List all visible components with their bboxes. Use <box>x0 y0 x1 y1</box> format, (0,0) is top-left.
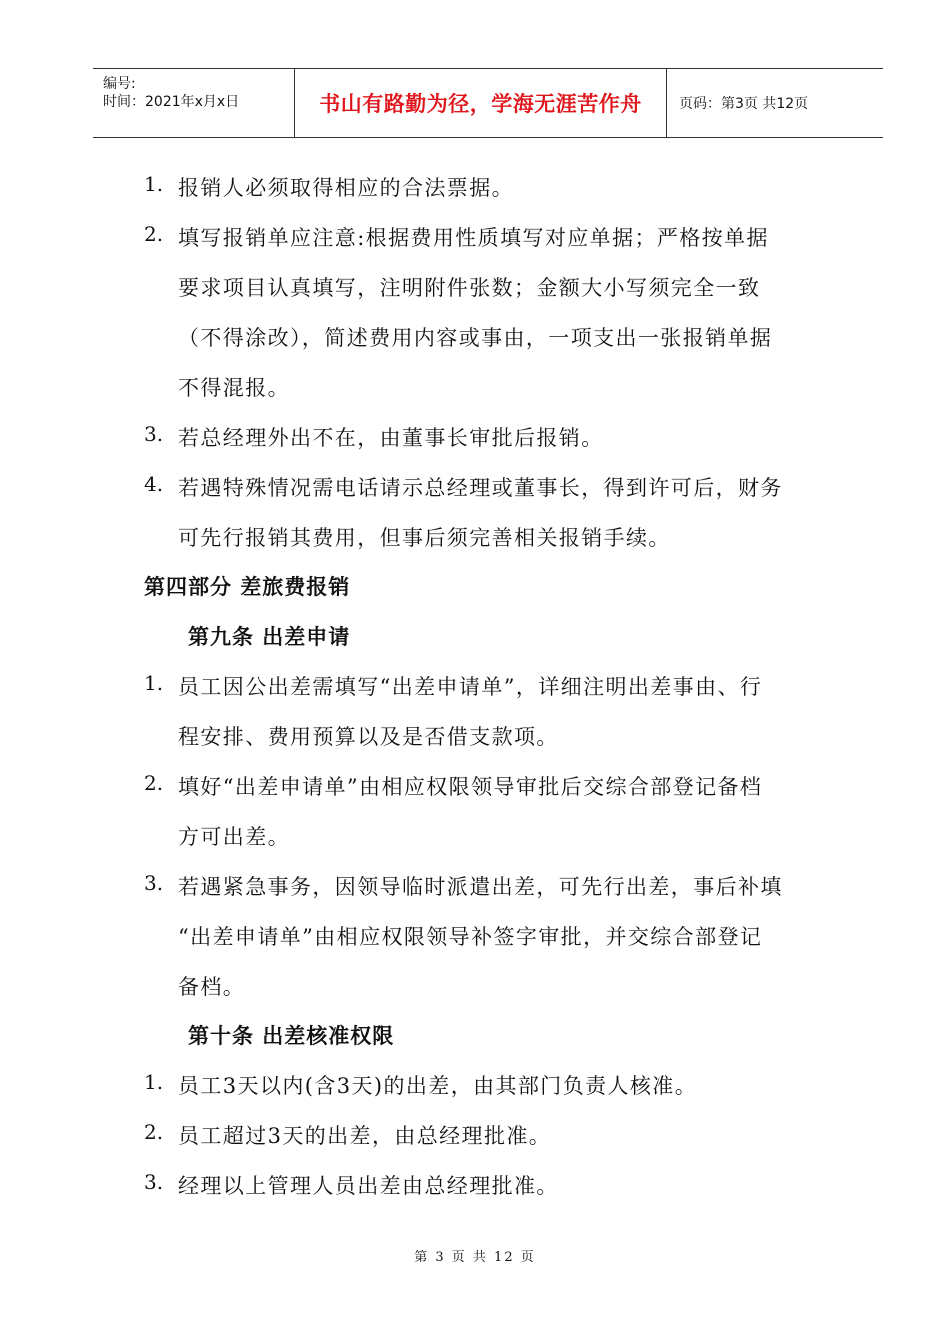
list-item-text: 员工因公出差需填写“出差申请单”，详细注明出差事由、行 <box>178 675 763 699</box>
list-item-number: 2. <box>144 222 164 246</box>
list-item-text: 填好“出差申请单”由相应权限领导审批后交综合部登记备档 <box>178 775 763 799</box>
page-header <box>93 68 883 138</box>
part-heading: 第四部分 差旅费报销 <box>144 575 351 599</box>
header-page-label: 页码：第3页 共12页 <box>679 96 809 112</box>
list-item-text: 若遇紧急事务，因领导临时派遣出差，可先行出差，事后补填 <box>178 875 783 899</box>
page-footer: 第 3 页 共 12 页 <box>414 1250 536 1265</box>
list-item-text: 不得混报。 <box>178 376 290 400</box>
list-item-number: 3. <box>144 1170 164 1194</box>
list-item-number: 4. <box>144 472 164 496</box>
list-item-text: 可先行报销其费用，但事后须完善相关报销手续。 <box>178 526 671 550</box>
list-item-text: 员工超过3天的出差，由总经理批准。 <box>178 1124 552 1148</box>
list-item-text: 填写报销单应注意:根据费用性质填写对应单据；严格按单据 <box>178 226 769 250</box>
list-item-text: 若总经理外出不在，由董事长审批后报销。 <box>178 426 604 450</box>
list-item-text: 员工3天以内(含3天)的出差，由其部门负责人核准。 <box>178 1074 698 1098</box>
article-10-title: 第十条 出差核准权限 <box>188 1024 395 1048</box>
list-item-text: 要求项目认真填写，注明附件张数；金额大小写须完全一致 <box>178 276 761 300</box>
list-item-number: 2. <box>144 1120 164 1144</box>
list-item-number: 1. <box>144 172 164 196</box>
list-item-text: 备档。 <box>178 975 246 999</box>
header-page-cell <box>667 69 883 137</box>
list-item-number: 1. <box>144 1070 164 1094</box>
list-item-text: （不得涂改），简述费用内容或事由，一项支出一张报销单据 <box>178 326 773 350</box>
list-item-number: 1. <box>144 671 164 695</box>
document-time-label: 时间：2021年x月x日 <box>103 94 240 110</box>
list-item-number: 3. <box>144 871 164 895</box>
list-item-text: 经理以上管理人员出差由总经理批准。 <box>178 1174 559 1198</box>
list-item-text: 程安排、费用预算以及是否借支款项。 <box>178 725 559 749</box>
list-item-text: 报销人必须取得相应的合法票据。 <box>178 176 514 200</box>
header-motto: 书山有路勤为径，学海无涯苦作舟 <box>319 92 642 116</box>
list-item-text: “出差申请单”由相应权限领导补签字审批，并交综合部登记 <box>178 925 763 949</box>
header-meta <box>93 69 295 137</box>
header-motto-cell <box>295 69 667 137</box>
list-item-text: 方可出差。 <box>178 825 290 849</box>
list-item-text: 若遇特殊情况需电话请示总经理或董事长，得到许可后，财务 <box>178 476 783 500</box>
list-item-number: 2. <box>144 771 164 795</box>
document-number-label: 编号: <box>103 76 136 92</box>
article-9-title: 第九条 出差申请 <box>188 625 351 649</box>
list-item-number: 3. <box>144 422 164 446</box>
